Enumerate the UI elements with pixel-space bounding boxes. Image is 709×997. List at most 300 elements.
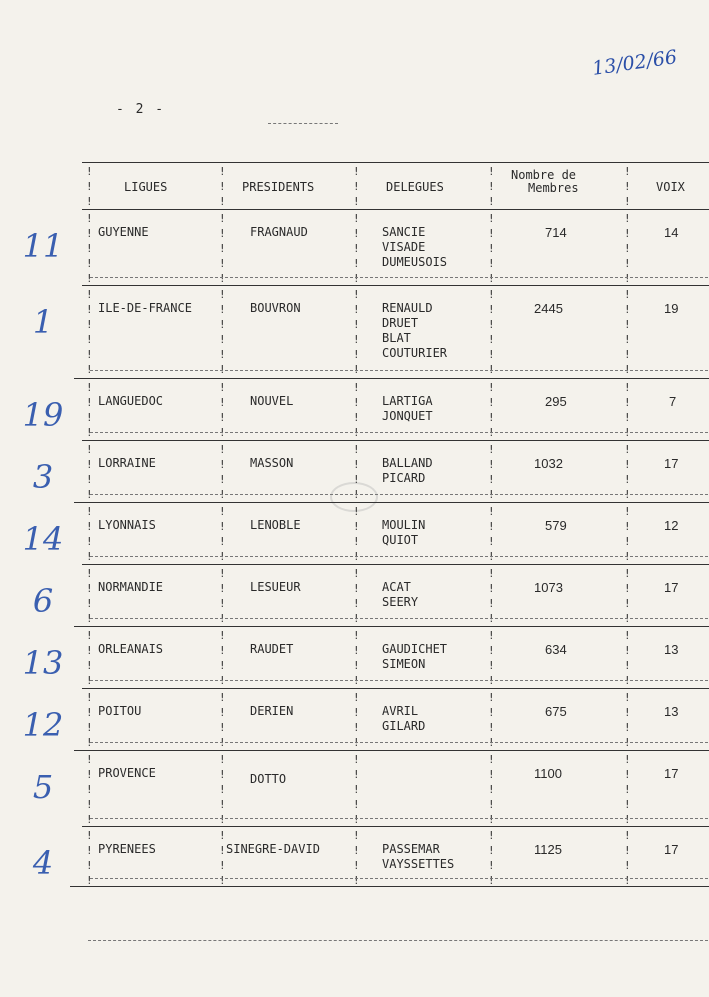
delegue-name: GILARD bbox=[382, 719, 426, 733]
column-rule-mark: ! bbox=[86, 813, 93, 826]
column-rule-mark: ! bbox=[86, 318, 93, 331]
column-rule-mark: ! bbox=[624, 706, 631, 719]
column-rule-mark: ! bbox=[488, 783, 495, 796]
column-rule-mark: ! bbox=[219, 783, 226, 796]
president-name: RAUDET bbox=[250, 642, 294, 656]
column-rule-mark: ! bbox=[86, 272, 93, 285]
column-rule-mark: ! bbox=[624, 582, 631, 595]
column-rule-mark: ! bbox=[219, 582, 226, 595]
membres-count: 714 bbox=[545, 225, 567, 240]
column-rule-mark: ! bbox=[353, 659, 360, 672]
column-rule-mark: ! bbox=[219, 180, 226, 193]
column-rule-mark: ! bbox=[624, 318, 631, 331]
president-name: LENOBLE bbox=[250, 518, 301, 532]
row-dash bbox=[90, 680, 708, 681]
column-rule-mark: ! bbox=[86, 288, 93, 301]
column-rule-mark: ! bbox=[219, 348, 226, 361]
column-rule-mark: ! bbox=[86, 535, 93, 548]
column-rule-mark: ! bbox=[488, 520, 495, 533]
column-rule-mark: ! bbox=[353, 612, 360, 625]
row-separator bbox=[82, 285, 709, 286]
ligue-name: LORRAINE bbox=[98, 456, 156, 470]
column-rule-mark: ! bbox=[219, 753, 226, 766]
handwritten-rank: 6 bbox=[32, 582, 54, 620]
column-rule-mark: ! bbox=[624, 426, 631, 439]
column-rule-mark: ! bbox=[86, 874, 93, 887]
column-rule-mark: ! bbox=[353, 473, 360, 486]
column-rule-mark: ! bbox=[86, 629, 93, 642]
handwritten-date: 13/02/66 bbox=[590, 46, 679, 80]
column-rule-mark: ! bbox=[353, 768, 360, 781]
column-rule-mark: ! bbox=[624, 659, 631, 672]
column-rule-mark: ! bbox=[219, 706, 226, 719]
column-rule-mark: ! bbox=[624, 535, 631, 548]
ligue-name: ORLEANAIS bbox=[98, 642, 164, 656]
delegue-name: LARTIGA bbox=[382, 394, 433, 408]
column-rule-mark: ! bbox=[488, 597, 495, 610]
column-rule-mark: ! bbox=[488, 426, 495, 439]
membres-count: 1125 bbox=[534, 842, 562, 857]
column-rule-mark: ! bbox=[624, 303, 631, 316]
column-rule-mark: ! bbox=[353, 520, 360, 533]
column-rule-mark: ! bbox=[488, 473, 495, 486]
row-separator bbox=[74, 750, 709, 751]
column-rule-mark: ! bbox=[219, 859, 226, 872]
delegue-name: DUMEUSOIS bbox=[382, 255, 448, 269]
delegue-name: SANCIE bbox=[382, 225, 426, 239]
column-rule-mark: ! bbox=[86, 242, 93, 255]
column-rule-mark: ! bbox=[488, 212, 495, 225]
column-rule-mark: ! bbox=[488, 411, 495, 424]
row-dash bbox=[90, 277, 708, 278]
membres-count: 2445 bbox=[534, 301, 563, 316]
column-rule-mark: ! bbox=[353, 674, 360, 687]
column-rule-mark: ! bbox=[86, 859, 93, 872]
column-rule-mark: ! bbox=[219, 396, 226, 409]
column-rule-mark: ! bbox=[353, 582, 360, 595]
president-name: DERIEN bbox=[250, 704, 294, 718]
column-rule-mark: ! bbox=[624, 674, 631, 687]
column-rule-mark: ! bbox=[219, 318, 226, 331]
column-rule-mark: ! bbox=[624, 859, 631, 872]
column-rule-mark: ! bbox=[353, 629, 360, 642]
delegue-name: PICARD bbox=[382, 471, 426, 485]
column-rule-mark: ! bbox=[624, 288, 631, 301]
column-rule-mark: ! bbox=[353, 363, 360, 376]
column-rule-mark: ! bbox=[86, 659, 93, 672]
column-rule-mark: ! bbox=[86, 396, 93, 409]
column-rule-mark: ! bbox=[488, 813, 495, 826]
column-rule-mark: ! bbox=[219, 333, 226, 346]
column-rule-mark: ! bbox=[86, 612, 93, 625]
column-rule-mark: ! bbox=[219, 272, 226, 285]
delegue-name: RENAULD bbox=[382, 301, 433, 315]
column-rule-mark: ! bbox=[353, 844, 360, 857]
handwritten-rank: 14 bbox=[22, 520, 64, 558]
column-rule-mark: ! bbox=[353, 333, 360, 346]
column-rule-mark: ! bbox=[353, 272, 360, 285]
delegue-name: SIMEON bbox=[382, 657, 426, 671]
handwritten-rank: 12 bbox=[22, 706, 64, 744]
header-voix: VOIX bbox=[656, 180, 685, 194]
row-dash bbox=[90, 878, 708, 879]
column-rule-mark: ! bbox=[488, 736, 495, 749]
president-name: LESUEUR bbox=[250, 580, 301, 594]
column-rule-mark: ! bbox=[353, 426, 360, 439]
delegues-list bbox=[382, 642, 447, 672]
column-rule-mark: ! bbox=[488, 242, 495, 255]
membres-count: 1032 bbox=[534, 456, 563, 471]
column-rule-mark: ! bbox=[219, 212, 226, 225]
column-rule-mark: ! bbox=[624, 257, 631, 270]
row-dash bbox=[90, 742, 708, 743]
row-dash bbox=[90, 494, 708, 495]
column-rule-mark: ! bbox=[488, 227, 495, 240]
handwritten-rank: 1 bbox=[32, 303, 54, 341]
president-name: BOUVRON bbox=[250, 301, 301, 315]
delegue-name: COUTURIER bbox=[382, 346, 448, 360]
delegue-name: BALLAND bbox=[382, 456, 433, 470]
column-rule-mark: ! bbox=[353, 348, 360, 361]
column-rule-mark: ! bbox=[86, 644, 93, 657]
column-rule-mark: ! bbox=[488, 629, 495, 642]
column-rule-mark: ! bbox=[219, 567, 226, 580]
column-rule-mark: ! bbox=[624, 721, 631, 734]
column-rule-mark: ! bbox=[624, 333, 631, 346]
delegue-name: BLAT bbox=[382, 331, 411, 345]
delegue-name: PASSEMAR bbox=[382, 842, 440, 856]
delegue-name: VAYSSETTES bbox=[382, 857, 455, 871]
delegue-name: GAUDICHET bbox=[382, 642, 448, 656]
column-rule-mark: ! bbox=[353, 813, 360, 826]
column-rule-mark: ! bbox=[488, 505, 495, 518]
column-rule-mark: ! bbox=[353, 195, 360, 208]
column-rule-mark: ! bbox=[86, 597, 93, 610]
column-rule-mark: ! bbox=[219, 813, 226, 826]
handwritten-rank: 13 bbox=[22, 644, 64, 682]
column-rule-mark: ! bbox=[219, 411, 226, 424]
column-rule-mark: ! bbox=[219, 458, 226, 471]
voix-count: 12 bbox=[664, 518, 679, 533]
column-rule-mark: ! bbox=[219, 691, 226, 704]
column-rule-mark: ! bbox=[219, 505, 226, 518]
column-rule-mark: ! bbox=[219, 520, 226, 533]
row-dash bbox=[90, 432, 708, 433]
column-rule-mark: ! bbox=[219, 597, 226, 610]
column-rule-mark: ! bbox=[353, 411, 360, 424]
column-rule-mark: ! bbox=[219, 629, 226, 642]
column-rule-mark: ! bbox=[624, 381, 631, 394]
president-name: DOTTO bbox=[250, 772, 287, 786]
column-rule-mark: ! bbox=[219, 242, 226, 255]
delegue-name: JONQUET bbox=[382, 409, 433, 423]
column-rule-mark: ! bbox=[488, 829, 495, 842]
president-name: FRAGNAUD bbox=[250, 225, 308, 239]
column-rule-mark: ! bbox=[86, 520, 93, 533]
column-rule-mark: ! bbox=[488, 396, 495, 409]
column-rule-mark: ! bbox=[624, 212, 631, 225]
column-rule-mark: ! bbox=[86, 165, 93, 178]
column-rule-mark: ! bbox=[86, 303, 93, 316]
column-rule-mark: ! bbox=[488, 195, 495, 208]
column-rule-mark: ! bbox=[353, 257, 360, 270]
column-rule-mark: ! bbox=[353, 227, 360, 240]
ligue-name: ILE-DE-FRANCE bbox=[98, 301, 192, 315]
handwritten-rank: 19 bbox=[22, 396, 64, 434]
column-rule-mark: ! bbox=[488, 798, 495, 811]
column-rule-mark: ! bbox=[219, 381, 226, 394]
voix-count: 7 bbox=[669, 394, 677, 409]
column-rule-mark: ! bbox=[353, 550, 360, 563]
voix-count: 14 bbox=[664, 225, 679, 240]
column-rule-mark: ! bbox=[353, 644, 360, 657]
column-rule-mark: ! bbox=[624, 691, 631, 704]
column-rule-mark: ! bbox=[219, 535, 226, 548]
delegue-name: AVRIL bbox=[382, 704, 419, 718]
row-separator bbox=[82, 440, 709, 441]
column-rule-mark: ! bbox=[488, 768, 495, 781]
column-rule-mark: ! bbox=[488, 318, 495, 331]
column-rule-mark: ! bbox=[219, 257, 226, 270]
column-rule-mark: ! bbox=[353, 396, 360, 409]
column-rule-mark: ! bbox=[86, 411, 93, 424]
column-rule-mark: ! bbox=[219, 721, 226, 734]
column-rule-mark: ! bbox=[624, 458, 631, 471]
ligue-name: LYONNAIS bbox=[98, 518, 156, 532]
column-rule-mark: ! bbox=[488, 257, 495, 270]
column-rule-mark: ! bbox=[353, 783, 360, 796]
column-rule-mark: ! bbox=[624, 813, 631, 826]
membres-count: 1073 bbox=[534, 580, 563, 595]
column-rule-mark: ! bbox=[219, 798, 226, 811]
handwritten-rank: 5 bbox=[32, 768, 54, 806]
column-rule-mark: ! bbox=[624, 165, 631, 178]
column-rule-mark: ! bbox=[353, 165, 360, 178]
delegue-name: MOULIN bbox=[382, 518, 426, 532]
column-rule-mark: ! bbox=[86, 567, 93, 580]
membres-count: 295 bbox=[545, 394, 567, 409]
voix-count: 19 bbox=[664, 301, 679, 316]
column-rule-mark: ! bbox=[219, 165, 226, 178]
column-rule-mark: ! bbox=[86, 798, 93, 811]
column-rule-mark: ! bbox=[624, 783, 631, 796]
voix-count: 13 bbox=[664, 704, 679, 719]
column-rule-mark: ! bbox=[219, 303, 226, 316]
column-rule-mark: ! bbox=[353, 318, 360, 331]
column-rule-mark: ! bbox=[219, 768, 226, 781]
column-rule-mark: ! bbox=[624, 443, 631, 456]
column-rule-mark: ! bbox=[86, 829, 93, 842]
column-rule-mark: ! bbox=[219, 844, 226, 857]
row-separator bbox=[82, 688, 709, 689]
column-rule-mark: ! bbox=[219, 659, 226, 672]
column-rule-mark: ! bbox=[624, 363, 631, 376]
column-rule-mark: ! bbox=[624, 195, 631, 208]
column-rule-mark: ! bbox=[624, 753, 631, 766]
column-rule-mark: ! bbox=[86, 257, 93, 270]
column-rule-mark: ! bbox=[86, 333, 93, 346]
voix-count: 17 bbox=[664, 766, 679, 781]
column-rule-mark: ! bbox=[353, 535, 360, 548]
header-presidents: PRESIDENTS bbox=[242, 180, 315, 194]
column-rule-mark: ! bbox=[624, 567, 631, 580]
column-rule-mark: ! bbox=[219, 426, 226, 439]
voix-count: 17 bbox=[664, 580, 679, 595]
row-dash bbox=[90, 556, 708, 557]
column-rule-mark: ! bbox=[624, 612, 631, 625]
column-rule-mark: ! bbox=[624, 227, 631, 240]
delegues-list bbox=[382, 704, 425, 734]
column-rule-mark: ! bbox=[488, 691, 495, 704]
president-name: SINEGRE-DAVID bbox=[226, 842, 320, 856]
column-rule-mark: ! bbox=[353, 829, 360, 842]
column-rule-mark: ! bbox=[219, 488, 226, 501]
column-rule-mark: ! bbox=[86, 844, 93, 857]
column-rule-mark: ! bbox=[488, 844, 495, 857]
delegues-list bbox=[382, 580, 418, 610]
column-rule-mark: ! bbox=[86, 443, 93, 456]
column-rule-mark: ! bbox=[624, 396, 631, 409]
ligue-name: PROVENCE bbox=[98, 766, 156, 780]
header-ligues: LIGUES bbox=[124, 180, 168, 194]
row-separator bbox=[74, 378, 709, 379]
column-rule-mark: ! bbox=[488, 550, 495, 563]
row-dash bbox=[90, 818, 708, 819]
column-rule-mark: ! bbox=[86, 180, 93, 193]
column-rule-mark: ! bbox=[86, 458, 93, 471]
column-rule-mark: ! bbox=[488, 659, 495, 672]
column-rule-mark: ! bbox=[488, 165, 495, 178]
column-rule-mark: ! bbox=[353, 180, 360, 193]
column-rule-mark: ! bbox=[86, 195, 93, 208]
column-rule-mark: ! bbox=[488, 488, 495, 501]
column-rule-mark: ! bbox=[488, 859, 495, 872]
membres-count: 579 bbox=[545, 518, 567, 533]
delegues-list bbox=[382, 225, 447, 270]
column-rule-mark: ! bbox=[219, 473, 226, 486]
column-rule-mark: ! bbox=[488, 535, 495, 548]
column-rule-mark: ! bbox=[353, 706, 360, 719]
column-rule-mark: ! bbox=[624, 488, 631, 501]
column-rule-mark: ! bbox=[86, 691, 93, 704]
column-rule-mark: ! bbox=[488, 721, 495, 734]
column-rule-mark: ! bbox=[624, 736, 631, 749]
row-separator bbox=[82, 564, 709, 565]
voix-count: 13 bbox=[664, 642, 679, 657]
column-rule-mark: ! bbox=[86, 212, 93, 225]
column-rule-mark: ! bbox=[353, 859, 360, 872]
voix-count: 17 bbox=[664, 456, 679, 471]
column-rule-mark: ! bbox=[353, 288, 360, 301]
column-rule-mark: ! bbox=[219, 736, 226, 749]
column-rule-mark: ! bbox=[488, 706, 495, 719]
column-rule-mark: ! bbox=[219, 443, 226, 456]
column-rule-mark: ! bbox=[86, 783, 93, 796]
column-rule-mark: ! bbox=[219, 363, 226, 376]
column-rule-mark: ! bbox=[86, 227, 93, 240]
column-rule-mark: ! bbox=[353, 212, 360, 225]
column-rule-mark: ! bbox=[488, 363, 495, 376]
column-rule-mark: ! bbox=[353, 753, 360, 766]
column-rule-mark: ! bbox=[219, 829, 226, 842]
delegue-name: ACAT bbox=[382, 580, 411, 594]
column-rule-mark: ! bbox=[219, 874, 226, 887]
column-rule-mark: ! bbox=[86, 363, 93, 376]
column-rule-mark: ! bbox=[488, 443, 495, 456]
ligue-name: GUYENNE bbox=[98, 225, 149, 239]
column-rule-mark: ! bbox=[624, 629, 631, 642]
column-rule-mark: ! bbox=[353, 458, 360, 471]
column-rule-mark: ! bbox=[488, 753, 495, 766]
row-separator bbox=[82, 826, 709, 827]
membres-count: 634 bbox=[545, 642, 567, 657]
row-separator bbox=[74, 626, 709, 627]
column-rule-mark: ! bbox=[353, 691, 360, 704]
column-rule-mark: ! bbox=[353, 874, 360, 887]
column-rule-mark: ! bbox=[488, 272, 495, 285]
column-rule-mark: ! bbox=[624, 768, 631, 781]
column-rule-mark: ! bbox=[488, 644, 495, 657]
ligue-name: LANGUEDOC bbox=[98, 394, 164, 408]
column-rule-mark: ! bbox=[488, 180, 495, 193]
column-rule-mark: ! bbox=[488, 674, 495, 687]
column-rule-mark: ! bbox=[353, 303, 360, 316]
column-rule-mark: ! bbox=[624, 411, 631, 424]
column-rule-mark: ! bbox=[624, 844, 631, 857]
delegues-list bbox=[382, 301, 447, 361]
row-dash bbox=[90, 618, 708, 619]
column-rule-mark: ! bbox=[219, 612, 226, 625]
column-rule-mark: ! bbox=[86, 426, 93, 439]
column-rule-mark: ! bbox=[488, 582, 495, 595]
column-rule-mark: ! bbox=[488, 567, 495, 580]
column-rule-mark: ! bbox=[86, 768, 93, 781]
delegues-list bbox=[382, 518, 425, 548]
column-rule-mark: ! bbox=[86, 505, 93, 518]
column-rule-mark: ! bbox=[624, 520, 631, 533]
column-rule-mark: ! bbox=[488, 381, 495, 394]
column-rule-mark: ! bbox=[624, 242, 631, 255]
column-rule-mark: ! bbox=[86, 488, 93, 501]
ligue-name: PYRENEES bbox=[98, 842, 156, 856]
column-rule-mark: ! bbox=[624, 348, 631, 361]
column-rule-mark: ! bbox=[353, 488, 360, 501]
row-dash bbox=[90, 370, 708, 371]
column-rule-mark: ! bbox=[624, 473, 631, 486]
column-rule-mark: ! bbox=[86, 706, 93, 719]
column-rule-mark: ! bbox=[219, 288, 226, 301]
handwritten-rank: 3 bbox=[32, 458, 54, 496]
delegue-name: SEERY bbox=[382, 595, 419, 609]
column-rule-mark: ! bbox=[488, 348, 495, 361]
column-rule-mark: ! bbox=[219, 195, 226, 208]
delegues-list bbox=[382, 842, 454, 872]
column-rule-mark: ! bbox=[488, 874, 495, 887]
column-rule-mark: ! bbox=[624, 644, 631, 657]
column-rule-mark: ! bbox=[86, 721, 93, 734]
column-rule-mark: ! bbox=[353, 242, 360, 255]
column-rule-mark: ! bbox=[624, 874, 631, 887]
column-rule-mark: ! bbox=[624, 597, 631, 610]
column-rule-mark: ! bbox=[488, 458, 495, 471]
handwritten-rank: 11 bbox=[22, 227, 64, 265]
page-number: - 2 - bbox=[116, 102, 166, 117]
delegues-list bbox=[382, 456, 433, 486]
president-name: MASSON bbox=[250, 456, 294, 470]
column-rule-mark: ! bbox=[219, 227, 226, 240]
delegue-name: VISADE bbox=[382, 240, 426, 254]
delegue-name: DRUET bbox=[382, 316, 419, 330]
